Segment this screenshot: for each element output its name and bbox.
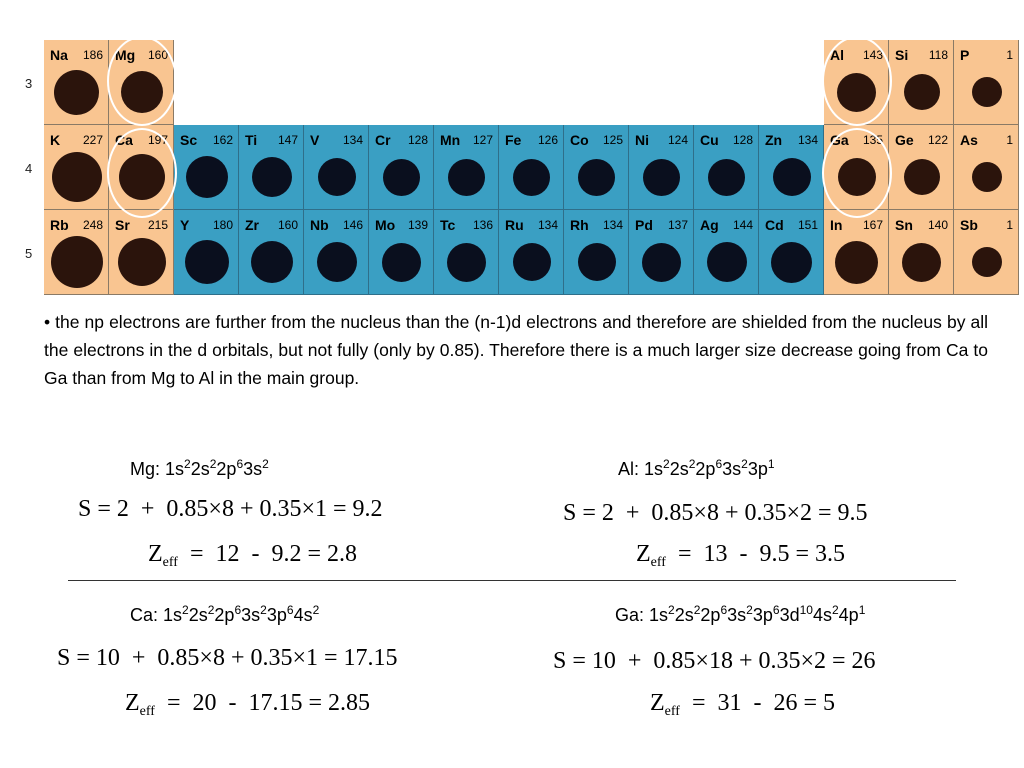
- atom-size-circle: [118, 238, 166, 286]
- orbital-text: 2p: [700, 605, 721, 625]
- element-cell-y: [174, 210, 239, 295]
- element-symbol: Ag: [700, 217, 719, 233]
- element-cell-ru: [499, 210, 564, 295]
- atomic-radius: 215: [147, 218, 168, 232]
- element-symbol: Ni: [635, 132, 649, 148]
- superscript: 6: [234, 603, 242, 617]
- element-cell-as: [954, 125, 1019, 210]
- atomic-radius: 134: [342, 133, 363, 147]
- orbital-text: 3s: [241, 605, 261, 625]
- superscript: 2: [260, 603, 267, 617]
- superscript: 2: [693, 603, 701, 617]
- atomic-radius: 144: [732, 218, 753, 232]
- periodic-table-excerpt: [0, 0, 1024, 300]
- period-label: 3: [25, 76, 33, 91]
- superscript: 6: [772, 603, 780, 617]
- atomic-radius: 160: [147, 48, 168, 62]
- orbital-text: 4p: [838, 605, 859, 625]
- element-cell-co: [564, 125, 629, 210]
- highlight-ga: [822, 128, 892, 218]
- superscript: 2: [207, 603, 215, 617]
- mg-electron-configuration: [130, 457, 269, 480]
- atomic-radius: 128: [407, 133, 428, 147]
- element-symbol: Co: [570, 132, 589, 148]
- atomic-radius: 147: [277, 133, 298, 147]
- orbital-text: Ca: 1s: [130, 605, 183, 625]
- element-symbol: Sr: [115, 217, 130, 233]
- orbital-text: 3p: [266, 605, 287, 625]
- atomic-radius: 151: [797, 218, 818, 232]
- atomic-radius: 140: [927, 218, 948, 232]
- element-symbol: Sn: [895, 217, 913, 233]
- element-cell-cu: [694, 125, 759, 210]
- element-symbol: Sc: [180, 132, 198, 148]
- atom-size-circle: [186, 156, 228, 198]
- atomic-radius: 1: [1006, 133, 1013, 147]
- explanation-paragraph: • the np electrons are further from the nucleus than the (n-1)d electrons and therefore are shielded from the nucleus by all the electrons in the d orbitals, but not fully (only by 0.85). Therefore there is a much larger size decrease going from Ca to Ga than from Mg to Al in the main group.: [44, 312, 988, 388]
- period-label: 4: [25, 161, 33, 176]
- ca-zeff-equation: $Z_{eff} = 20 - 17.15 = 2.85$: [125, 690, 371, 719]
- element-symbol: Cu: [700, 132, 719, 148]
- atomic-radius: 162: [212, 133, 233, 147]
- superscript: 6: [720, 603, 728, 617]
- atom-size-circle: [707, 242, 747, 282]
- element-symbol: Tc: [440, 217, 456, 233]
- atom-size-circle: [317, 242, 357, 282]
- element-cell-mn: [434, 125, 499, 210]
- mg-zeff-equation: $Z_{eff} = 12 - 9.2 = 2.8$: [148, 541, 358, 570]
- superscript: 2: [831, 603, 839, 617]
- atomic-radius: 128: [732, 133, 753, 147]
- atom-size-circle: [51, 236, 103, 288]
- atom-size-circle: [771, 242, 812, 283]
- orbital-text: 2p: [216, 459, 237, 479]
- atomic-radius: 139: [407, 218, 428, 232]
- element-cell-nb: [304, 210, 369, 295]
- element-symbol: V: [310, 132, 320, 148]
- element-symbol: As: [960, 132, 978, 148]
- atomic-radius: 227: [82, 133, 103, 147]
- element-cell-cr: [369, 125, 434, 210]
- ga-zeff-equation: $Z_{eff} = 31 - 26 = 5$: [650, 690, 836, 719]
- atomic-radius: 160: [277, 218, 298, 232]
- superscript: 1: [858, 603, 866, 617]
- element-symbol: Rb: [50, 217, 69, 233]
- al-shielding-equation: S = 2 + 0.85×8 + 0.35×2 = 9.5: [563, 500, 868, 526]
- orbital-text: 2p: [214, 605, 235, 625]
- atom-size-circle: [185, 240, 229, 284]
- element-symbol: Mn: [440, 132, 461, 148]
- atomic-radius: 180: [212, 218, 233, 232]
- element-symbol: Ti: [245, 132, 258, 148]
- ga-shielding-equation: S = 10 + 0.85×18 + 0.35×2 = 26: [553, 648, 876, 674]
- element-cell-rb: [44, 210, 109, 295]
- orbital-text: 3p: [752, 605, 773, 625]
- atomic-radius: 134: [537, 218, 558, 232]
- element-cell-sb: [954, 210, 1019, 295]
- atom-size-circle: [835, 241, 878, 284]
- element-cell-pd: [629, 210, 694, 295]
- atom-size-circle: [972, 247, 1002, 277]
- superscript: 2: [262, 457, 269, 471]
- element-symbol: Rh: [570, 217, 589, 233]
- element-symbol: Mo: [375, 217, 396, 233]
- atom-size-circle: [318, 158, 356, 196]
- atom-size-circle: [54, 70, 99, 115]
- superscript: 6: [715, 457, 723, 471]
- atom-size-circle: [513, 159, 550, 196]
- atom-size-circle: [252, 157, 292, 197]
- atomic-radius: 197: [147, 133, 168, 147]
- superscript: 6: [286, 603, 294, 617]
- ca-electron-configuration: [130, 603, 319, 626]
- element-symbol: In: [830, 217, 843, 233]
- orbital-text: Al: 1s: [618, 459, 664, 479]
- atom-size-circle: [383, 159, 420, 196]
- atom-size-circle: [708, 159, 745, 196]
- atomic-radius: 143: [862, 48, 883, 62]
- atom-size-circle: [902, 243, 941, 282]
- element-cell-tc: [434, 210, 499, 295]
- element-symbol: Cr: [375, 132, 391, 148]
- superscript: 2: [209, 457, 217, 471]
- element-cell-na: [44, 40, 109, 125]
- superscript: 6: [236, 457, 244, 471]
- superscript: 10: [799, 603, 813, 617]
- atom-size-circle: [972, 162, 1002, 192]
- ga-electron-configuration: [615, 603, 865, 626]
- atomic-radius: 167: [862, 218, 883, 232]
- atom-size-circle: [904, 159, 940, 195]
- element-symbol: K: [50, 132, 61, 148]
- atom-size-circle: [642, 243, 681, 282]
- orbital-text: 2s: [669, 459, 689, 479]
- atomic-radius: 136: [472, 218, 493, 232]
- element-symbol: Cd: [765, 217, 784, 233]
- element-symbol: Nb: [310, 217, 329, 233]
- element-symbol: P: [960, 47, 970, 63]
- element-cell-sn: [889, 210, 954, 295]
- al-electron-configuration: [618, 457, 775, 480]
- atom-size-circle: [643, 159, 680, 196]
- element-cell-k: [44, 125, 109, 210]
- element-symbol: Y: [180, 217, 190, 233]
- element-cell-zr: [239, 210, 304, 295]
- atomic-radius: 118: [928, 48, 948, 62]
- highlight-ca: [107, 128, 177, 218]
- atomic-radius: 186: [82, 48, 103, 62]
- atomic-radius: 122: [927, 133, 948, 147]
- element-cell-fe: [499, 125, 564, 210]
- element-symbol: Zr: [245, 217, 259, 233]
- element-symbol: Ga: [830, 132, 849, 148]
- element-cell-sr: [109, 210, 174, 295]
- highlight-al: [822, 36, 892, 126]
- divider-line: [68, 580, 956, 581]
- highlight-mg: [107, 36, 177, 126]
- atomic-radius: 124: [667, 133, 688, 147]
- element-cell-ni: [629, 125, 694, 210]
- element-cell-ti: [239, 125, 304, 210]
- orbital-text: 4s: [812, 605, 832, 625]
- superscript: 2: [663, 457, 670, 471]
- element-symbol: Si: [895, 47, 909, 63]
- element-symbol: Ca: [115, 132, 133, 148]
- atom-size-circle: [447, 243, 486, 282]
- orbital-text: 4s: [293, 605, 313, 625]
- superscript: 2: [746, 603, 753, 617]
- element-cell-v: [304, 125, 369, 210]
- element-cell-mo: [369, 210, 434, 295]
- atomic-radius: 127: [472, 133, 493, 147]
- al-zeff-equation: $Z_{eff} = 13 - 9.5 = 3.5$: [636, 541, 846, 570]
- element-cell-rh: [564, 210, 629, 295]
- superscript: 2: [688, 457, 696, 471]
- orbital-text: Ga: 1s: [615, 605, 669, 625]
- orbital-text: Mg: 1s: [130, 459, 185, 479]
- atom-size-circle: [382, 243, 421, 282]
- element-symbol: Na: [50, 47, 68, 63]
- atom-size-circle: [904, 74, 940, 110]
- atomic-radius: 126: [537, 133, 558, 147]
- element-cell-p: [954, 40, 1019, 125]
- atom-size-circle: [448, 159, 485, 196]
- element-symbol: Mg: [115, 47, 136, 63]
- atom-size-circle: [972, 77, 1002, 107]
- superscript: 2: [741, 457, 748, 471]
- superscript: 2: [312, 603, 320, 617]
- atomic-radius: 248: [82, 218, 103, 232]
- atomic-radius: 146: [342, 218, 363, 232]
- orbital-text: 3s: [722, 459, 742, 479]
- atom-size-circle: [513, 243, 551, 281]
- orbital-text: 2s: [674, 605, 694, 625]
- mg-shielding-equation: S = 2 + 0.85×8 + 0.35×1 = 9.2: [78, 496, 383, 522]
- superscript: 1: [767, 457, 775, 471]
- element-symbol: Pd: [635, 217, 653, 233]
- superscript: 2: [668, 603, 675, 617]
- element-cell-in: [824, 210, 889, 295]
- element-cell-zn: [759, 125, 824, 210]
- element-cell-ge: [889, 125, 954, 210]
- atom-size-circle: [773, 158, 811, 196]
- orbital-text: 2p: [695, 459, 716, 479]
- element-symbol: Fe: [505, 132, 522, 148]
- element-symbol: Al: [830, 47, 844, 63]
- atomic-radius: 135: [862, 133, 883, 147]
- element-cell-ag: [694, 210, 759, 295]
- orbital-text: 3s: [243, 459, 263, 479]
- atomic-radius: 125: [602, 133, 623, 147]
- atom-size-circle: [251, 241, 293, 283]
- ca-shielding-equation: S = 10 + 0.85×8 + 0.35×1 = 17.15: [57, 645, 398, 671]
- atom-size-circle: [52, 152, 102, 202]
- orbital-text: 2s: [190, 459, 210, 479]
- orbital-text: 3s: [727, 605, 747, 625]
- element-symbol: Sb: [960, 217, 978, 233]
- superscript: 2: [182, 603, 189, 617]
- atom-size-circle: [578, 243, 616, 281]
- element-cell-si: [889, 40, 954, 125]
- orbital-text: 3d: [779, 605, 800, 625]
- superscript: 2: [184, 457, 191, 471]
- atom-size-circle: [578, 159, 615, 196]
- atomic-radius: 137: [667, 218, 688, 232]
- orbital-text: 2s: [188, 605, 208, 625]
- orbital-text: 3p: [747, 459, 768, 479]
- atomic-radius: 134: [797, 133, 818, 147]
- atomic-radius: 1: [1006, 48, 1013, 62]
- element-symbol: Zn: [765, 132, 783, 148]
- element-symbol: Ge: [895, 132, 914, 148]
- atomic-radius: 1: [1006, 218, 1013, 232]
- element-symbol: Ru: [505, 217, 524, 233]
- period-label: 5: [25, 246, 33, 261]
- atomic-radius: 134: [602, 218, 623, 232]
- element-cell-sc: [174, 125, 239, 210]
- element-cell-cd: [759, 210, 824, 295]
